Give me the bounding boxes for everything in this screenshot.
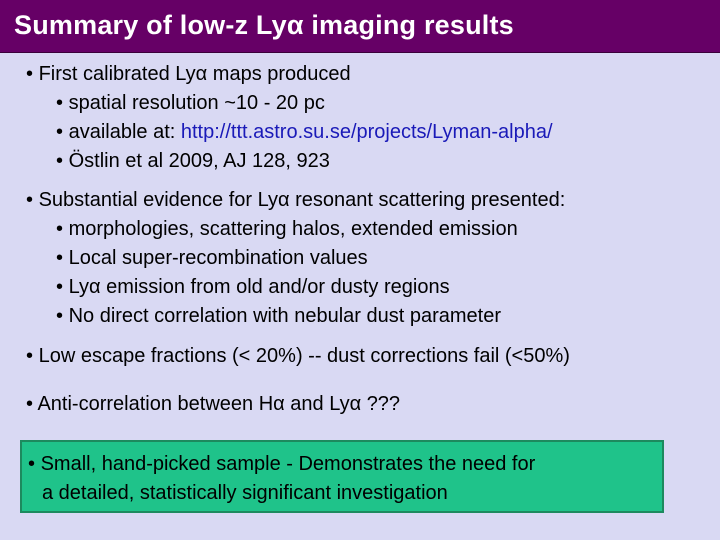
bullet-point-1 xyxy=(26,62,351,86)
bullet-text: First calibrated Lyα maps produced xyxy=(38,63,351,85)
sub-bullet-text: No direct correlation with nebular dust parameter xyxy=(68,305,502,327)
sub-bullet-1-3 xyxy=(56,149,330,173)
bullet-point-3 xyxy=(26,344,570,368)
bullet-text: Substantial evidence for Lyα resonant scattering presented: xyxy=(38,189,566,211)
bullet-marker: • xyxy=(56,276,64,298)
sub-bullet-text: Local super-recombination values xyxy=(68,247,368,269)
project-link[interactable]: http://ttt.astro.su.se/projects/Lyman-alpha/ xyxy=(180,121,553,143)
bullet-marker: • xyxy=(26,63,34,85)
title-bar xyxy=(0,0,720,53)
bullet-marker: • xyxy=(56,121,64,143)
highlight-box xyxy=(20,440,664,513)
sub-bullet-2-3 xyxy=(56,275,450,299)
bullet-marker: • xyxy=(26,393,34,415)
bullet-marker: • xyxy=(28,453,36,475)
sub-bullet-1-1 xyxy=(56,91,325,115)
highlight-text: Small, hand-picked sample - Demonstrates the need for xyxy=(40,453,536,475)
bullet-marker: • xyxy=(56,305,64,327)
bullet-marker: • xyxy=(26,189,34,211)
sub-bullet-2-2 xyxy=(56,246,368,270)
sub-bullet-2-4 xyxy=(56,304,501,328)
bullet-text: Low escape fractions (< 20%) -- dust corrections fail (<50%) xyxy=(38,345,570,367)
bullet-marker: • xyxy=(56,92,64,114)
sub-bullet-text: Lyα emission from old and/or dusty regions xyxy=(68,276,450,298)
bullet-text: Anti-correlation between Hα and Lyα ??? xyxy=(37,393,401,415)
sub-bullet-text: available at: xyxy=(68,121,181,143)
bullet-point-4 xyxy=(26,392,400,416)
sub-bullet-2-1 xyxy=(56,217,518,241)
bullet-marker: • xyxy=(26,345,34,367)
sub-bullet-1-2 xyxy=(56,120,553,144)
bullet-marker: • xyxy=(56,247,64,269)
highlight-line-1 xyxy=(28,452,535,476)
slide-title: Summary of low-z Lyα imaging results xyxy=(14,10,514,40)
sub-bullet-text: Östlin et al 2009, AJ 128, 923 xyxy=(68,150,330,172)
sub-bullet-text: morphologies, scattering halos, extended emission xyxy=(68,218,518,240)
bullet-point-2 xyxy=(26,188,565,212)
sub-bullet-text: spatial resolution ~10 - 20 pc xyxy=(68,92,325,114)
bullet-marker: • xyxy=(56,218,64,240)
highlight-line-2: a detailed, statistically significant investigation xyxy=(42,482,448,504)
bullet-marker: • xyxy=(56,150,64,172)
